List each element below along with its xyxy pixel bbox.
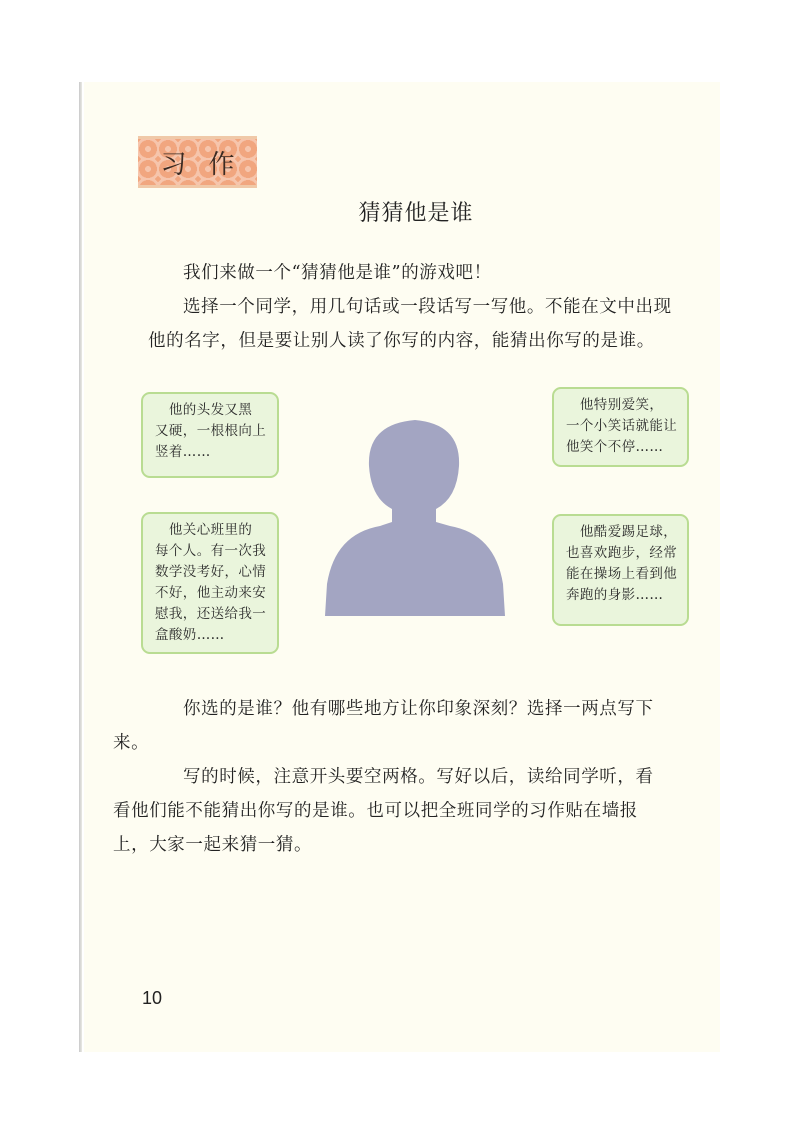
intro-paragraph-2 — [148, 290, 703, 358]
bubble-line: 奔跑的身影…… — [566, 587, 664, 603]
bubble-line: 不好，他主动来安 — [155, 585, 267, 601]
bubble-line: 每个人。有一次我 — [155, 543, 267, 559]
bubble-line: 慰我，还送给我一 — [155, 606, 267, 622]
intro-paragraph-1 — [148, 256, 703, 290]
intro-line-1: 我们来做一个“猜猜他是谁”的游戏吧！ — [183, 263, 492, 283]
section-badge — [138, 136, 257, 188]
bubble-line: 盒酸奶…… — [155, 627, 225, 643]
bubble-line: 竖着…… — [155, 444, 211, 460]
outro-line-3: 写的时候，注意开头要空两格。写好以后，读给同学听，看 — [183, 767, 654, 787]
page-title: 猜猜他是谁 — [358, 201, 474, 226]
bubble-line: 他特别爱笑， — [566, 397, 664, 413]
page-number: 10 — [142, 988, 163, 1008]
outro-line-4: 看他们能不能猜出你写的是谁。也可以把全班同学的习作贴在墙报 — [113, 801, 638, 821]
intro-line-2: 选择一个同学，用几句话或一段话写一写他。不能在文中出现 — [183, 297, 672, 317]
person-silhouette-icon — [325, 414, 505, 616]
bubble-line: 又硬，一根根向上 — [155, 423, 267, 439]
bubble-line: 他的头发又黑 — [155, 402, 253, 418]
bubble-line: 能在操场上看到他 — [566, 566, 678, 582]
bubble-line: 他关心班里的 — [155, 522, 253, 538]
speech-bubble-hair — [141, 392, 279, 478]
speech-bubble-caring — [141, 512, 279, 654]
section-label: 习作 — [160, 149, 257, 180]
intro-line-3: 他的名字，但是要让别人读了你写的内容，能猜出你写的是谁。 — [148, 331, 655, 351]
outro-paragraph-1 — [113, 692, 703, 760]
bubble-line: 他酷爱踢足球， — [566, 524, 678, 540]
speech-bubble-football — [552, 514, 689, 626]
outro-paragraph-2 — [113, 760, 703, 862]
outro-line-1: 你选的是谁？他有哪些地方让你印象深刻？选择一两点写下 — [183, 699, 654, 719]
outro-line-2: 来。 — [113, 733, 150, 753]
bubble-line: 他笑个不停…… — [566, 439, 664, 455]
page-binding-edge — [79, 82, 82, 1052]
bubble-line: 数学没考好，心情 — [155, 564, 267, 580]
bubble-line: 一个小笑话就能让 — [566, 418, 678, 434]
bubble-line: 也喜欢跑步，经常 — [566, 545, 678, 561]
speech-bubble-laugh — [552, 387, 689, 467]
outro-line-5: 上，大家一起来猜一猜。 — [113, 835, 313, 855]
